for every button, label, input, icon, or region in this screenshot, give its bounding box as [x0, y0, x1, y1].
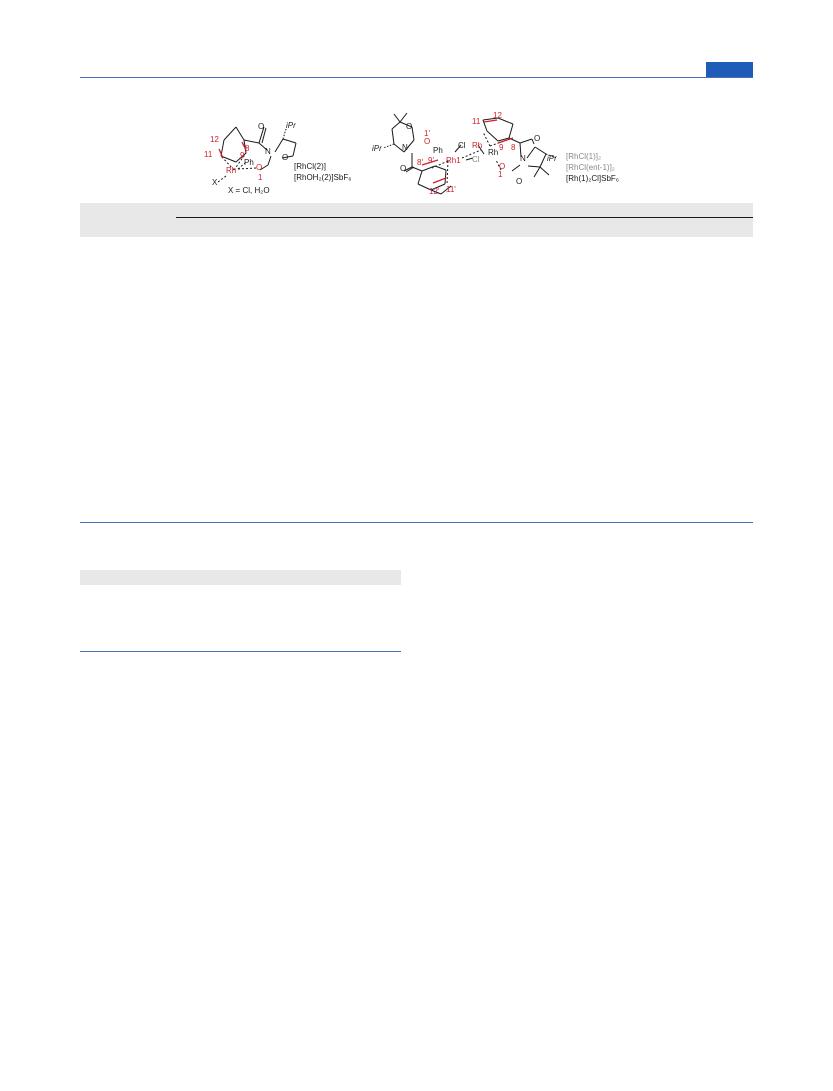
locant-8-right: 8: [511, 143, 516, 152]
locant-11-left: 11: [204, 150, 213, 159]
small-table-bottom-rule: [80, 651, 401, 652]
isopropyl-label-left: iPr: [286, 121, 296, 130]
locant-1-left: 1: [258, 173, 263, 182]
locant-1-prime: 1': [424, 129, 430, 138]
carbonyl-oxygen-left: O: [258, 122, 265, 131]
oxygen-bond-1-right: O: [499, 162, 506, 171]
nitrogen-atom-left-oxazolidinone: N: [402, 143, 408, 152]
rhodium-1-atom: Rh1: [446, 156, 461, 165]
locant-11-prime: 11': [446, 185, 456, 194]
locant-12-right: 12: [493, 111, 502, 120]
locant-8-left: 8: [245, 144, 250, 153]
rhodium-atom-left: Rh: [226, 166, 237, 175]
carbonyl-oxygen-right: O: [534, 134, 541, 143]
locant-9-right: 9: [499, 143, 504, 152]
isopropyl-label-right-left: iPr: [372, 144, 382, 153]
chemical-structures-drawing: [0, 0, 833, 210]
carbonyl-oxygen-left-oxazolidinone: O: [400, 164, 407, 173]
nitrogen-atom-left: N: [265, 147, 271, 156]
table-bottom-rule: [80, 522, 753, 523]
x-definition-note: X = Cl, H₂O: [228, 186, 270, 195]
compound-rhcl-ent-1-dimer: [RhCl(ent-1)]₂: [566, 163, 615, 172]
locant-9-prime: 9': [428, 156, 434, 165]
locant-9-left: 9: [240, 151, 245, 160]
nitrogen-atom-right-oxazolidinone: N: [520, 154, 526, 163]
locant-8-prime: 8': [417, 158, 423, 167]
ring-oxygen-left: O: [282, 153, 289, 162]
locant-12-prime: 12': [429, 187, 440, 196]
oxygen-bond-left: O: [256, 163, 263, 172]
chloride-bridge-a: Cl: [458, 141, 466, 150]
phenyl-label-left: Ph: [244, 158, 254, 167]
compound-rhoh2-2-sbf6: [RhOH₂(2)]SbF₆: [294, 173, 352, 182]
oxygen-bond-1-prime: O: [424, 137, 431, 146]
locant-12-left: 12: [210, 135, 219, 144]
rhodium-atom-lower: Rh: [488, 148, 499, 157]
rhodium-atom-upper: Rh: [472, 141, 483, 150]
locant-11-right: 11: [472, 117, 481, 126]
compound-rh-1-2-cl-sbf6: [Rh(1)₂Cl]SbF₆: [566, 174, 620, 183]
ligand-x-label: X: [212, 178, 218, 187]
small-table-header-band: [80, 570, 401, 585]
locant-1-right: 1: [498, 170, 503, 179]
compound-rhcl-1-dimer: [RhCl(1)]₂: [566, 152, 602, 161]
ring-oxygen-right-oxazolidinone: O: [516, 177, 523, 186]
table-header-band: [80, 203, 753, 237]
isopropyl-label-right-right: iPr: [547, 154, 557, 163]
column-group-rule-right: [522, 217, 753, 218]
compound-rhcl-2: [RhCl(2)]: [294, 162, 327, 171]
ring-oxygen-left-oxazolidinone: O: [406, 122, 413, 131]
chloride-bridge-b: Cl: [472, 155, 480, 164]
phenyl-label-right: Ph: [433, 146, 443, 155]
